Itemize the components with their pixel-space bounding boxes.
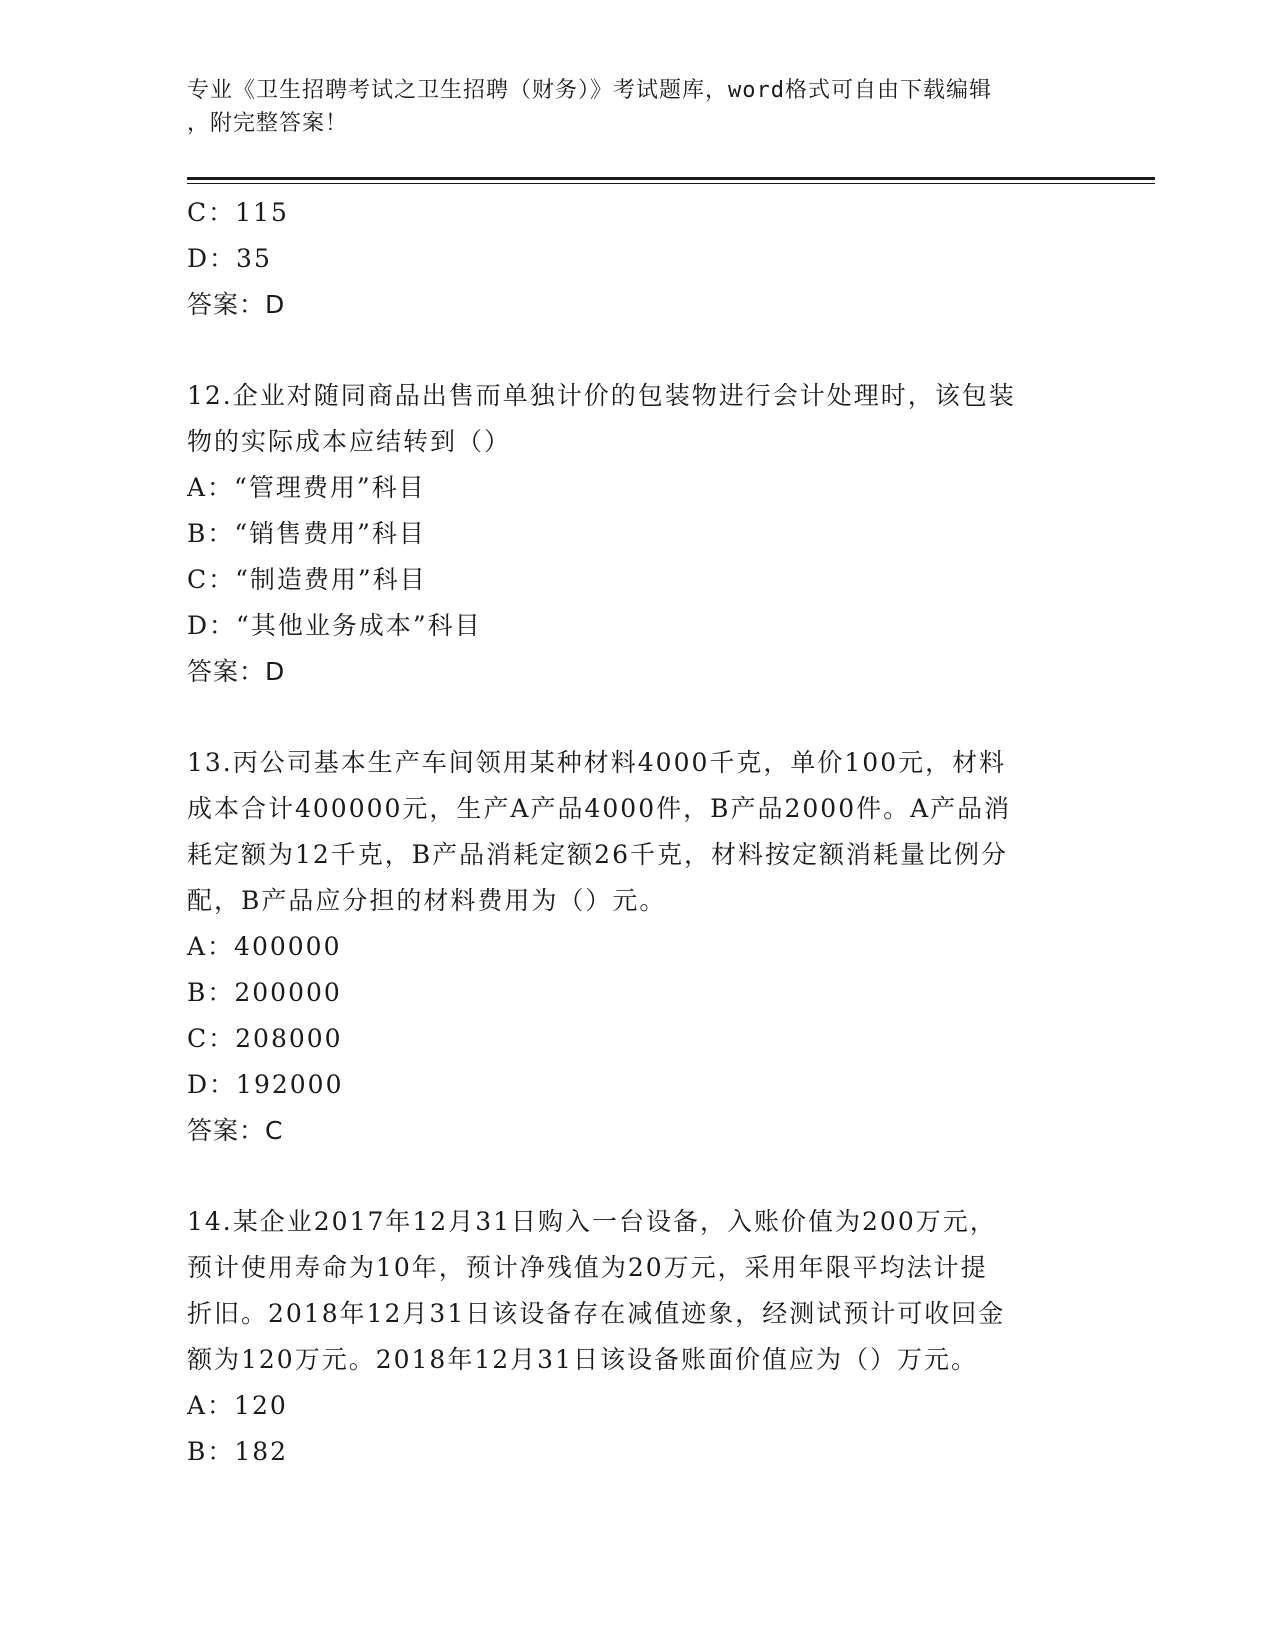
question-14 (187, 1199, 1087, 1475)
header-line-2: ，附完整答案！ (187, 111, 349, 136)
option-b: B：“销售费用”科目 (187, 519, 426, 548)
answer: 答案：D (187, 657, 286, 686)
question-stem-line: 额为120万元。2018年12月31日该设备账面价值应为（）万元。 (187, 1345, 978, 1374)
question-11-tail (187, 190, 1087, 328)
question-stem-line: 物的实际成本应结转到（） (187, 427, 512, 456)
answer: 答案：C (187, 1116, 284, 1145)
option-b: B：182 (187, 1437, 289, 1466)
option-d: D：35 (187, 244, 272, 273)
header-rule-thin (187, 183, 1155, 184)
header-rule-thick (187, 177, 1155, 180)
question-stem-line: 12.企业对随同商品出售而单独计价的包装物进行会计处理时，该包装 (187, 381, 1016, 410)
option-d: D：“其他业务成本”科目 (187, 611, 482, 640)
option-c: C：“制造费用”科目 (187, 565, 427, 594)
header-line-1: 专业《卫生招聘考试之卫生招聘（财务）》考试题库，word格式可自由下载编辑 (187, 78, 992, 103)
option-d: D：192000 (187, 1070, 344, 1099)
question-content (187, 190, 1087, 1475)
option-c: C：208000 (187, 1024, 343, 1053)
question-stem-line: 折旧。2018年12月31日该设备存在减值迹象，经测试预计可收回金 (187, 1299, 1006, 1328)
question-gap (187, 695, 1087, 740)
question-stem-line: 配，B产品应分担的材料费用为（）元。 (187, 886, 667, 915)
option-b: B：200000 (187, 978, 342, 1007)
option-a: A：120 (187, 1391, 288, 1420)
question-stem-line: 耗定额为12千克，B产品消耗定额26千克，材料按定额消耗量比例分 (187, 840, 1008, 869)
option-c: C：115 (187, 198, 289, 227)
question-13 (187, 740, 1087, 1154)
answer: 答案：D (187, 290, 286, 319)
question-stem-line: 13.丙公司基本生产车间领用某种材料4000千克，单价100元，材料 (187, 748, 1007, 777)
option-a: A：400000 (187, 932, 342, 961)
question-gap (187, 1154, 1087, 1199)
question-stem-line: 成本合计400000元，生产A产品4000件，B产品2000件。A产品消 (187, 794, 1012, 823)
question-gap (187, 328, 1087, 373)
question-stem-line: 14.某企业2017年12月31日购入一台设备，入账价值为200万元， (187, 1207, 997, 1236)
page-header (187, 74, 1067, 140)
option-a: A：“管理费用”科目 (187, 473, 426, 502)
question-stem-line: 预计使用寿命为10年，预计净残值为20万元，采用年限平均法计提 (187, 1253, 988, 1282)
question-12 (187, 373, 1087, 695)
